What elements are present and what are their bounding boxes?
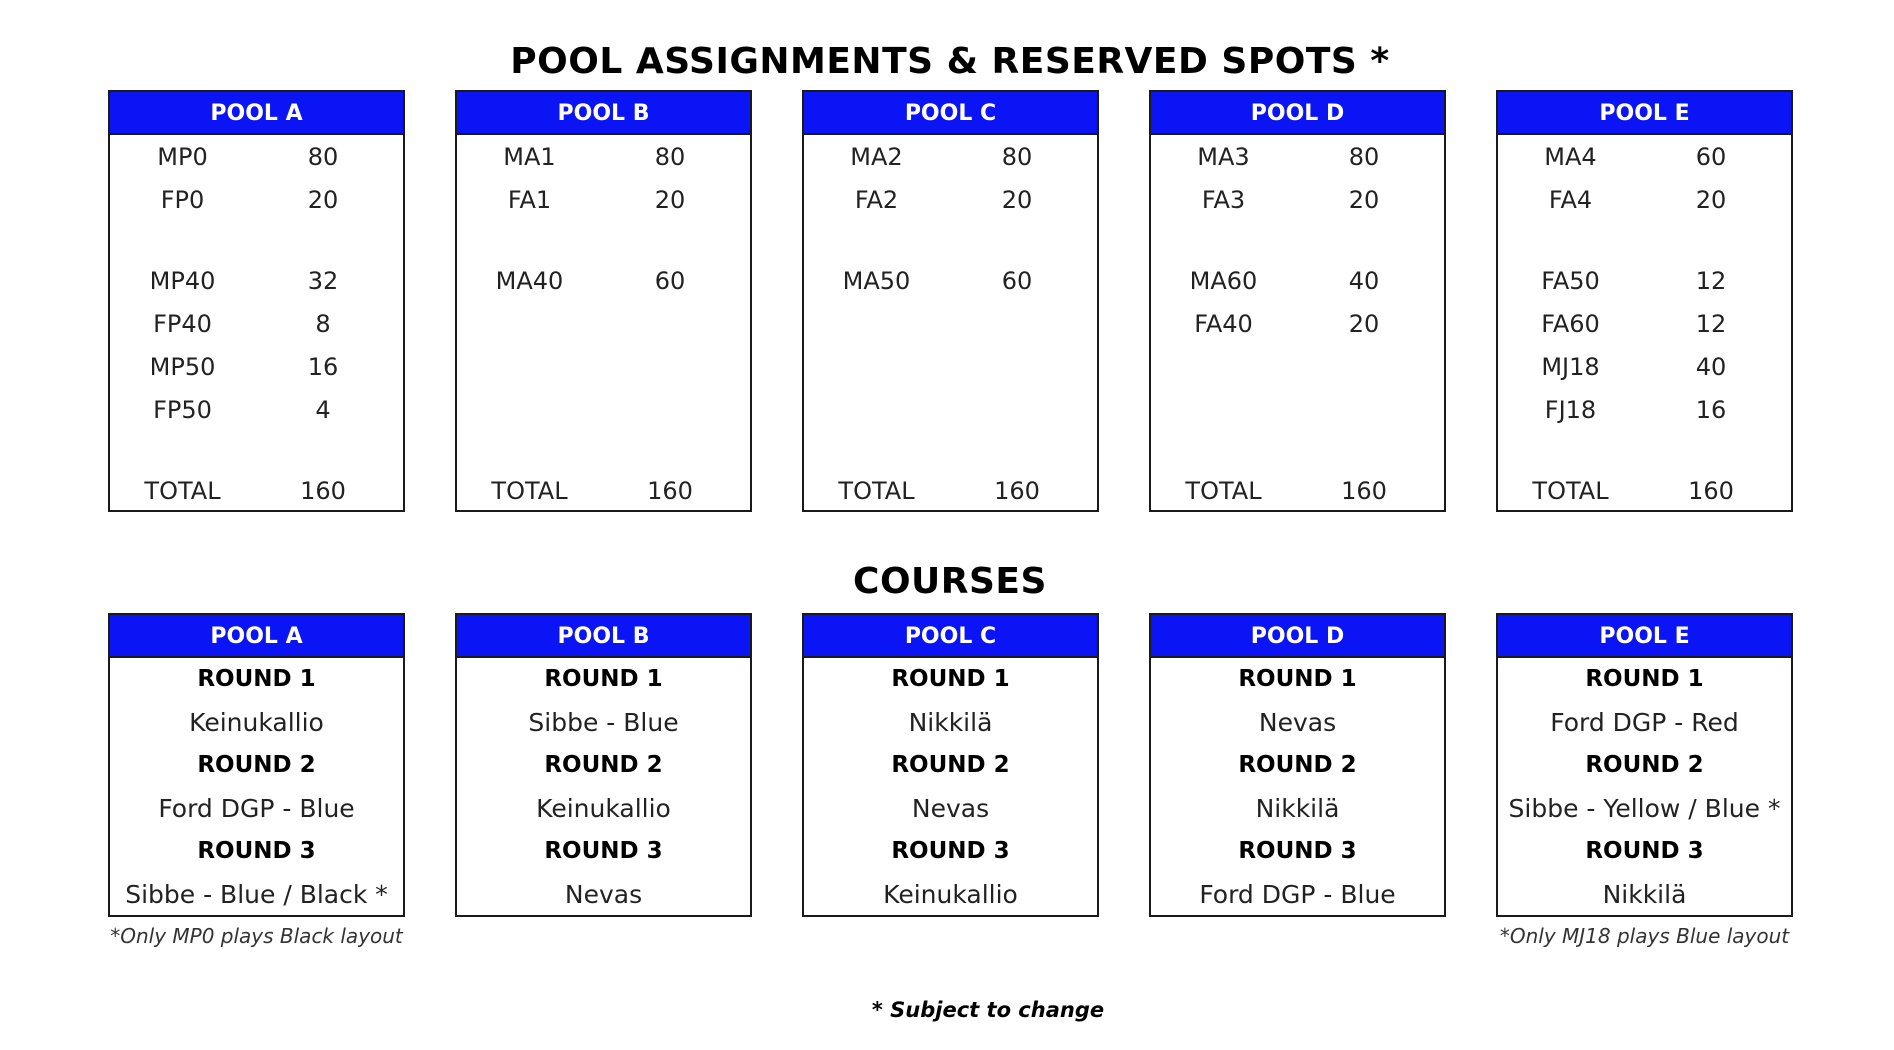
division-row: [1151, 136, 1444, 179]
division-row: [1151, 303, 1444, 346]
reserved-spots: 8: [315, 310, 331, 338]
total-row: [457, 470, 750, 513]
round-label: ROUND 2: [544, 752, 663, 778]
round-label: ROUND 2: [1238, 752, 1357, 778]
division-code: MA60: [1189, 267, 1258, 295]
pool-header: POOL C: [804, 92, 1097, 135]
division-code: FP40: [153, 310, 212, 338]
division-code: MA4: [1544, 143, 1597, 171]
pool-header: POOL A: [110, 615, 403, 658]
division-row: [110, 389, 403, 432]
course-name: Nevas: [911, 794, 990, 823]
round-label: ROUND 3: [1238, 838, 1357, 864]
total-row: [110, 470, 403, 513]
round-label: ROUND 1: [1585, 666, 1704, 692]
division-row: [457, 136, 750, 179]
division-row: [110, 179, 403, 222]
division-row: [1498, 303, 1791, 346]
total-row: [804, 470, 1097, 513]
course-name: Ford DGP - Blue: [158, 794, 355, 823]
division-row: [1498, 136, 1791, 179]
division-code: FP0: [160, 186, 205, 214]
reserved-spots: 80: [1001, 143, 1033, 171]
pool-e-courses-table: [1496, 613, 1793, 917]
division-code: MP0: [157, 143, 208, 171]
division-row: [110, 303, 403, 346]
reserved-spots: 80: [1348, 143, 1380, 171]
pool-c-assignment-table: [802, 90, 1099, 512]
division-row: [1498, 389, 1791, 432]
total-spots: 160: [300, 477, 346, 505]
pool-e-assignment-table: [1496, 90, 1793, 512]
reserved-spots: 20: [654, 186, 686, 214]
pool-header: POOL D: [1151, 92, 1444, 135]
division-code: FA4: [1548, 186, 1593, 214]
course-name: Sibbe - Blue / Black *: [125, 880, 388, 909]
division-code: FP50: [153, 396, 212, 424]
pool-header: POOL C: [804, 615, 1097, 658]
round-label: ROUND 2: [1585, 752, 1704, 778]
course-name: Nevas: [1258, 708, 1337, 737]
course-name: Keinukallio: [536, 794, 671, 823]
division-row: [804, 260, 1097, 303]
course-name: Ford DGP - Blue: [1199, 880, 1396, 909]
reserved-spots: 16: [1695, 396, 1727, 424]
reserved-spots: 20: [307, 186, 339, 214]
division-code: MJ18: [1541, 353, 1600, 381]
reserved-spots: 32: [307, 267, 339, 295]
pool-a-footnote: *Only MP0 plays Black layout: [110, 924, 403, 948]
total-label: TOTAL: [144, 477, 221, 505]
total-label: TOTAL: [1185, 477, 1262, 505]
pool-a-assignment-table: [108, 90, 405, 512]
pool-a-courses-table: [108, 613, 405, 917]
division-row: [457, 260, 750, 303]
subject-to-change-note: * Subject to change: [871, 998, 1105, 1022]
pool-header: POOL E: [1498, 615, 1791, 658]
reserved-spots: 16: [307, 353, 339, 381]
course-name: Nevas: [564, 880, 643, 909]
division-code: MA3: [1197, 143, 1250, 171]
reserved-spots: 20: [1348, 186, 1380, 214]
reserved-spots: 80: [307, 143, 339, 171]
division-row: [1151, 179, 1444, 222]
round-label: ROUND 1: [197, 666, 316, 692]
total-spots: 160: [647, 477, 693, 505]
reserved-spots: 80: [654, 143, 686, 171]
pool-b-courses-table: [455, 613, 752, 917]
pool-header: POOL B: [457, 615, 750, 658]
reserved-spots: 20: [1001, 186, 1033, 214]
division-code: FA1: [507, 186, 552, 214]
round-label: ROUND 3: [197, 838, 316, 864]
reserved-spots: 12: [1695, 310, 1727, 338]
pool-d-assignment-table: [1149, 90, 1446, 512]
division-code: FA50: [1541, 267, 1600, 295]
reserved-spots: 60: [1695, 143, 1727, 171]
total-row: [1151, 470, 1444, 513]
reserved-spots: 20: [1348, 310, 1380, 338]
course-name: Nikkilä: [1602, 880, 1687, 909]
course-name: Sibbe - Blue: [528, 708, 679, 737]
pool-header: POOL D: [1151, 615, 1444, 658]
course-name: Keinukallio: [189, 708, 324, 737]
division-code: MP50: [149, 353, 216, 381]
division-code: FA3: [1201, 186, 1246, 214]
pool-d-courses-table: [1149, 613, 1446, 917]
total-spots: 160: [994, 477, 1040, 505]
pool-e-footnote: *Only MJ18 plays Blue layout: [1499, 924, 1790, 948]
reserved-spots: 4: [315, 396, 331, 424]
reserved-spots: 20: [1695, 186, 1727, 214]
total-label: TOTAL: [491, 477, 568, 505]
pool-c-courses-table: [802, 613, 1099, 917]
division-code: FA60: [1541, 310, 1600, 338]
division-code: FA40: [1194, 310, 1253, 338]
division-row: [1498, 346, 1791, 389]
total-label: TOTAL: [1532, 477, 1609, 505]
division-code: MA2: [850, 143, 903, 171]
round-label: ROUND 1: [1238, 666, 1357, 692]
division-row: [110, 346, 403, 389]
total-label: TOTAL: [838, 477, 915, 505]
reserved-spots: 12: [1695, 267, 1727, 295]
division-row: [110, 260, 403, 303]
reserved-spots: 60: [654, 267, 686, 295]
division-code: MA50: [842, 267, 911, 295]
division-row: [804, 136, 1097, 179]
total-spots: 160: [1341, 477, 1387, 505]
division-row: [1498, 179, 1791, 222]
course-name: Sibbe - Yellow / Blue *: [1508, 794, 1781, 823]
division-code: MP40: [149, 267, 216, 295]
reserved-spots: 40: [1348, 267, 1380, 295]
division-code: FJ18: [1544, 396, 1597, 424]
division-row: [110, 136, 403, 179]
division-row: [1498, 260, 1791, 303]
round-label: ROUND 2: [891, 752, 1010, 778]
courses-title: COURSES: [853, 561, 1047, 602]
course-name: Nikkilä: [908, 708, 993, 737]
pool-header: POOL E: [1498, 92, 1791, 135]
reserved-spots: 40: [1695, 353, 1727, 381]
round-label: ROUND 3: [891, 838, 1010, 864]
reserved-spots: 60: [1001, 267, 1033, 295]
division-code: MA1: [503, 143, 556, 171]
pool-b-assignment-table: [455, 90, 752, 512]
course-name: Keinukallio: [883, 880, 1018, 909]
pool-header: POOL B: [457, 92, 750, 135]
round-label: ROUND 1: [544, 666, 663, 692]
round-label: ROUND 3: [544, 838, 663, 864]
division-row: [457, 179, 750, 222]
division-row: [804, 179, 1097, 222]
round-label: ROUND 3: [1585, 838, 1704, 864]
division-code: MA40: [495, 267, 564, 295]
pool-header: POOL A: [110, 92, 403, 135]
course-name: Nikkilä: [1255, 794, 1340, 823]
division-row: [1151, 260, 1444, 303]
course-name: Ford DGP - Red: [1550, 708, 1739, 737]
total-row: [1498, 470, 1791, 513]
page-title: POOL ASSIGNMENTS & RESERVED SPOTS *: [510, 41, 1390, 82]
round-label: ROUND 1: [891, 666, 1010, 692]
round-label: ROUND 2: [197, 752, 316, 778]
total-spots: 160: [1688, 477, 1734, 505]
division-code: FA2: [854, 186, 899, 214]
